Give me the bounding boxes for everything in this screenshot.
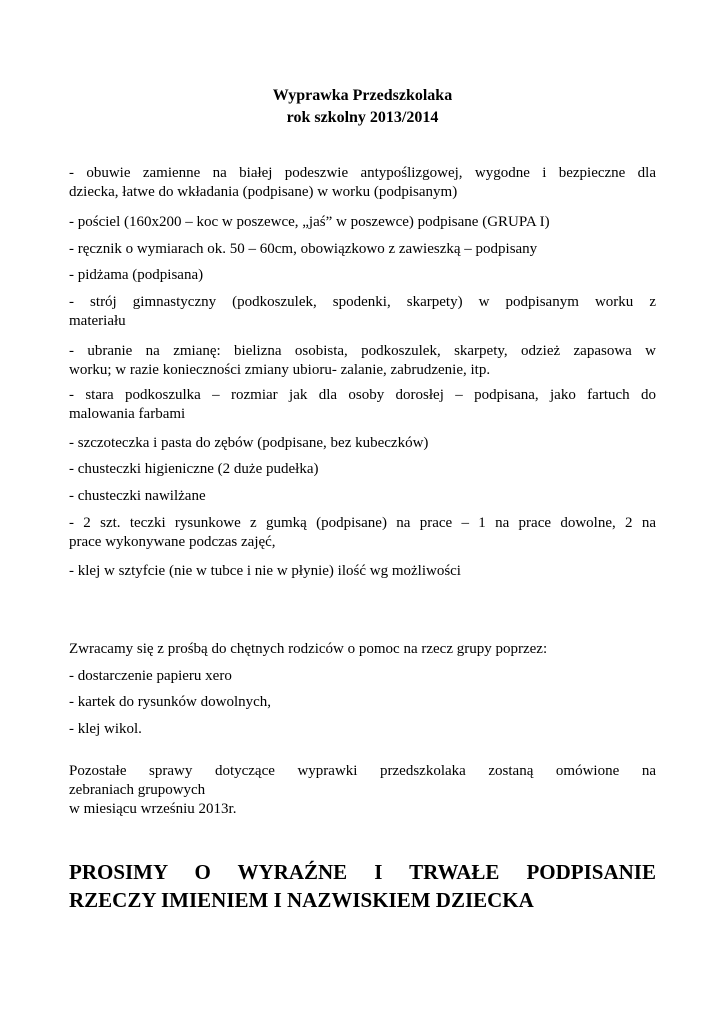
note-line: Pozostałe sprawy dotyczące wyprawki przedszkolaka zostaną omówione na xyxy=(69,763,656,779)
list-item-wet-wipes xyxy=(69,487,656,506)
request-intro-text: Zwracamy się z prośbą do chętnych rodziców o pomoc na rzecz grupy poprzez: xyxy=(69,641,548,657)
list-item-line: - stara podkoszulka – rozmiar jak dla osoby dorosłej – podpisana, jako fartuch do xyxy=(69,387,656,403)
list-item-line: - szczoteczka i pasta do zębów (podpisane, bez kubeczków) xyxy=(69,435,429,451)
list-item-toothbrush xyxy=(69,434,656,453)
list-item-line: worku; w razie konieczności zmiany ubioru- zalanie, zabrudzenie, itp. xyxy=(69,362,491,378)
title-line-2: rok szkolny 2013/2014 xyxy=(286,109,439,126)
final-notice-line-2: RZECZY IMIENIEM I NAZWISKIEM DZIECKA xyxy=(69,888,534,912)
list-item-line: - ręcznik o wymiarach ok. 50 – 60cm, obowiązkowo z zawieszką – podpisany xyxy=(69,241,538,257)
request-intro xyxy=(69,640,656,659)
list-item-line: - pidżama (podpisana) xyxy=(69,267,204,283)
list-item-bedding xyxy=(69,213,656,232)
final-notice xyxy=(69,858,656,914)
final-notice-line-1: PROSIMY O WYRAŹNE I TRWAŁE PODPISANIE xyxy=(69,860,656,884)
list-item-line: malowania farbami xyxy=(69,406,186,422)
title-line-1: Wyprawka Przedszkolaka xyxy=(272,87,453,104)
list-item-line: - pościel (160x200 – koc w poszewce, „jaś” w poszewce) podpisane (GRUPA I) xyxy=(69,214,550,230)
list-item-spare-clothes xyxy=(69,342,656,380)
document-title xyxy=(0,85,725,129)
list-item-line: - obuwie zamienne na białej podeszwie antypoślizgowej, wygodne i bezpieczne dla xyxy=(69,165,656,181)
list-item-line: - ubranie na zmianę: bielizna osobista, podkoszulek, skarpety, odzież zapasowa w xyxy=(69,343,656,359)
list-item-line: - chusteczki nawilżane xyxy=(69,488,206,504)
note-line: w miesiącu wrześniu 2013r. xyxy=(69,801,237,817)
list-item-gym-outfit xyxy=(69,293,656,331)
list-item-line: - chusteczki higieniczne (2 duże pudełka) xyxy=(69,461,319,477)
request-item xyxy=(69,693,656,712)
list-item-line: - strój gimnastyczny (podkoszulek, spodenki, skarpety) w podpisanym worku z xyxy=(69,294,656,310)
list-item-line: - 2 szt. teczki rysunkowe z gumką (podpisane) na prace – 1 na prace dowolne, 2 na xyxy=(69,515,656,531)
request-item-text: - dostarczenie papieru xero xyxy=(69,668,232,684)
request-item-text: - klej wikol. xyxy=(69,721,142,737)
list-item-towel xyxy=(69,240,656,259)
list-item-folders xyxy=(69,514,656,552)
list-item-pajamas xyxy=(69,266,656,285)
list-item-line: prace wykonywane podczas zajęć, xyxy=(69,534,276,550)
list-item-old-tshirt xyxy=(69,386,656,424)
request-item xyxy=(69,720,656,739)
note-line: zebraniach grupowych xyxy=(69,782,206,798)
note-paragraph xyxy=(69,762,656,819)
list-item-shoes xyxy=(69,164,656,202)
list-item-line: - klej w sztyfcie (nie w tubce i nie w płynie) ilość wg możliwości xyxy=(69,563,461,579)
list-item-line: dziecka, łatwe do wkładania (podpisane) w worku (podpisanym) xyxy=(69,184,458,200)
request-item xyxy=(69,667,656,686)
list-item-glue-stick xyxy=(69,562,656,581)
request-item-text: - kartek do rysunków dowolnych, xyxy=(69,694,272,710)
list-item-line: materiału xyxy=(69,313,126,329)
list-item-tissues xyxy=(69,460,656,479)
